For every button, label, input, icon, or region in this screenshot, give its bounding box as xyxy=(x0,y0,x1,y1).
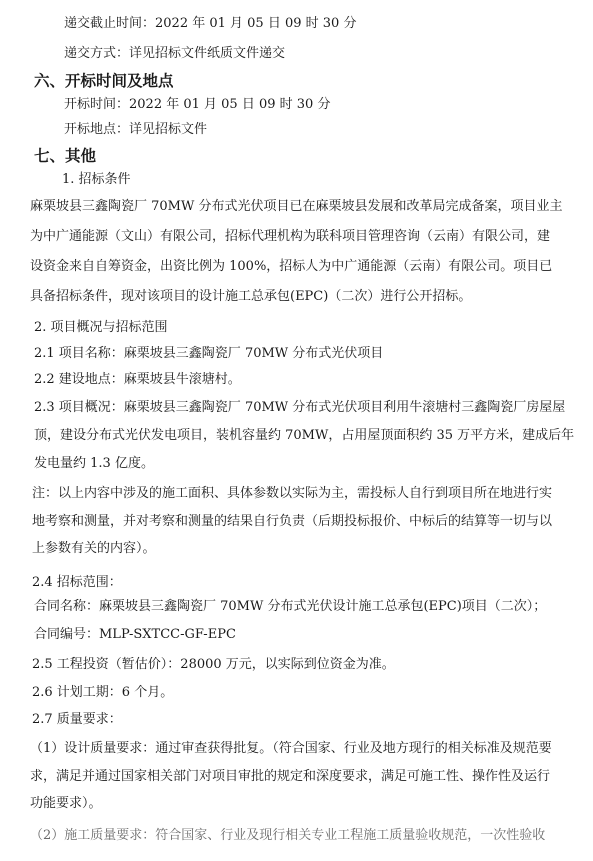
paragraph-line: 功能要求）。 xyxy=(30,796,102,811)
paragraph-line: 发电量约 1.3 亿度。 xyxy=(34,456,154,471)
contract-number: 合同编号：MLP-SXTCC-GF-EPC xyxy=(34,627,236,642)
opening-time: 开标时间：2022 年 01 月 05 日 09 时 30 分 xyxy=(64,97,331,112)
paragraph-line: 求，满足并通过国家相关部门对项目审批的规定和深度要求，满足可施工性、操作性及运行 xyxy=(30,769,551,784)
paragraph-line: （1）设计质量要求：通过审查获得批复。（符合国家、行业及地方现行的相关标准及规范要 xyxy=(30,741,552,756)
note-line: 地考察和测量，并对考察和测量的结果自行负责（后期投标报价、中标后的结算等一切与以 xyxy=(32,514,553,529)
paragraph-line: 顶，建设分布式光伏发电项目，装机容量约 70MW，占用屋顶面积约 35 万平方米，建成后年 xyxy=(34,428,575,443)
paragraph-line: 设资金来自自筹资金，出资比例为 100%，招标人为中广通能源（云南）有限公司。项目已 xyxy=(30,259,553,274)
subsection-1-title: 1. 招标条件 xyxy=(62,172,131,187)
paragraph-line: 为中广通能源（文山）有限公司，招标代理机构为联科项目管理咨询（云南）有限公司，建 xyxy=(30,229,551,244)
planned-duration: 2.6 计划工期：6 个月。 xyxy=(32,685,174,700)
opening-location: 开标地点：详见招标文件 xyxy=(64,122,208,137)
note-line: 注：以上内容中涉及的施工面积、具体参数以实际为主，需投标人自行到项目所在地进行实 xyxy=(32,486,553,501)
submission-method: 递交方式：详见招标文件纸质文件递交 xyxy=(64,46,286,61)
paragraph-line: 2.3 项目概况：麻栗坡县三鑫陶瓷厂 70MW 分布式光伏项目利用牛滚塘村三鑫陶瓷厂房屋屋 xyxy=(34,400,566,415)
construction-site: 2.2 建设地点：麻栗坡县牛滚塘村。 xyxy=(34,372,241,387)
note-line: 上参数有关的内容）。 xyxy=(32,541,156,556)
bid-scope-title: 2.4 招标范围： xyxy=(32,575,122,590)
subsection-2-title: 2. 项目概况与招标范围 xyxy=(34,320,168,335)
submission-deadline: 递交截止时间：2022 年 01 月 05 日 09 时 30 分 xyxy=(64,16,357,31)
quality-title: 2.7 质量要求： xyxy=(32,712,122,727)
section-heading-6: 六、开标时间及地点 xyxy=(34,72,174,90)
section-heading-7: 七、其他 xyxy=(34,147,97,165)
investment: 2.5 工程投资（暂估价）：28000 万元，以实际到位资金为准。 xyxy=(32,657,395,672)
paragraph-line: 麻栗坡县三鑫陶瓷厂 70MW 分布式光伏项目已在麻栗坡县发展和改革局完成备案，项目业主 xyxy=(30,199,563,214)
paragraph-line: 具备招标条件，现对该项目的设计施工总承包(EPC)（二次）进行公开招标。 xyxy=(30,289,472,304)
paragraph-line: （2）施工质量要求：符合国家、行业及现行相关专业工程施工质量验收规范，一次性验收 xyxy=(30,828,546,843)
contract-name: 合同名称：麻栗坡县三鑫陶瓷厂 70MW 分布式光伏设计施工总承包(EPC)项目（二次）； xyxy=(34,599,547,614)
project-name: 2.1 项目名称：麻栗坡县三鑫陶瓷厂 70MW 分布式光伏项目 xyxy=(34,346,384,361)
